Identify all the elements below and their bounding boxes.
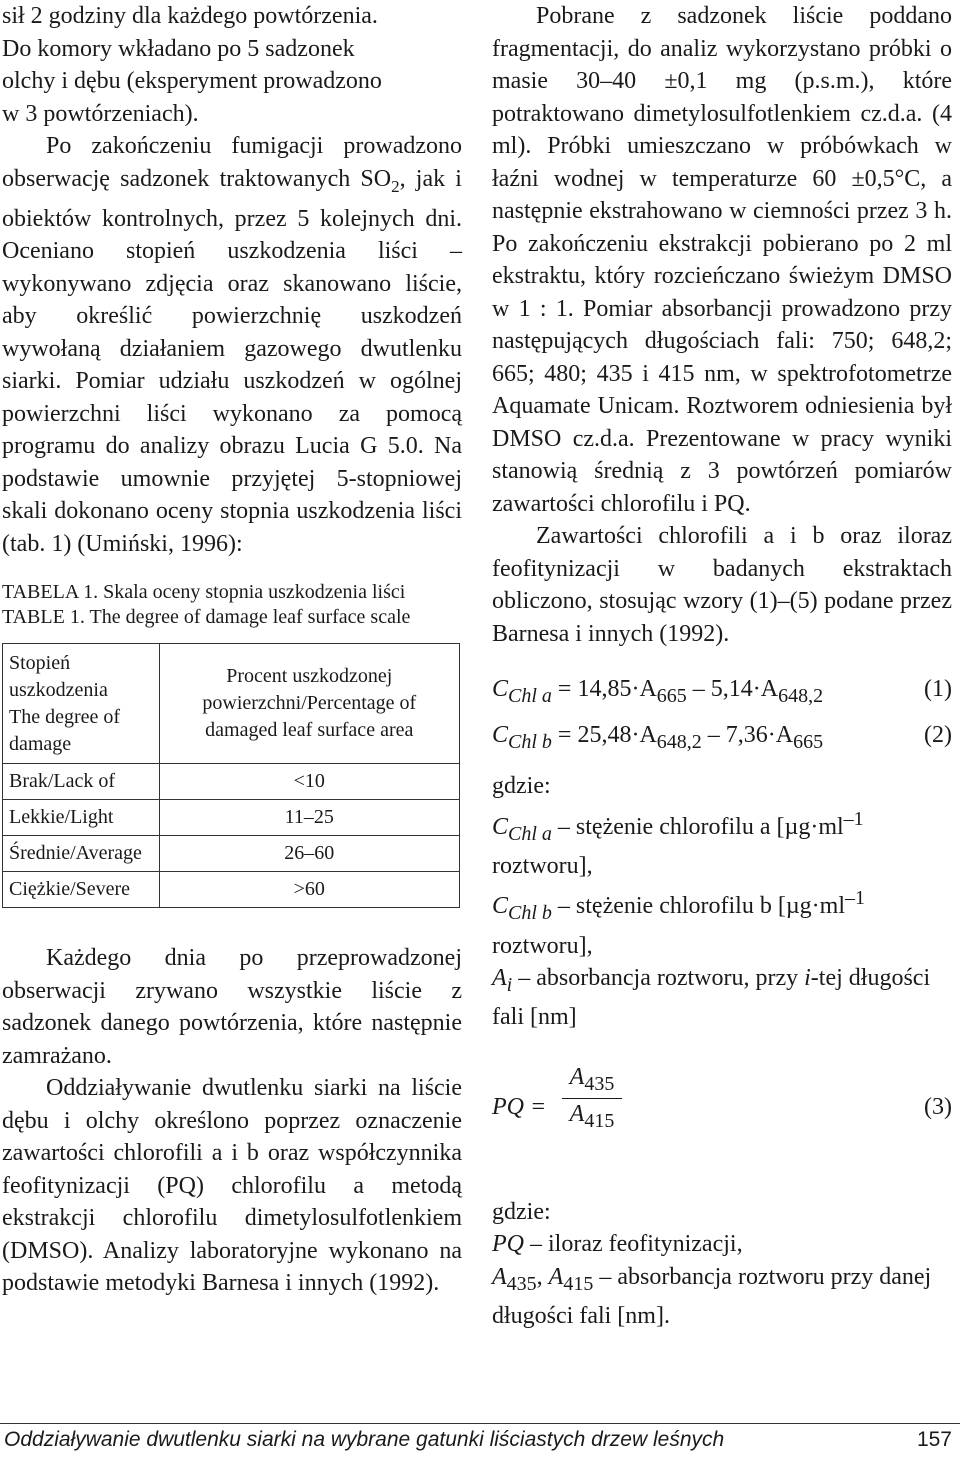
eq-subscript: 665 <box>656 684 687 707</box>
equation-number: (3) <box>924 1093 952 1120</box>
left-column <box>2 0 462 1300</box>
definitions-2: gdzie: PQ – iloraz feofitynizacji, $A_{435}$, $A_{415}$ – absorbancja roztworu przy danej długości fali [nm]. <box>492 1198 932 1330</box>
definition-text: roztworu], <box>492 932 593 959</box>
cell-degree: Lekkie/Light <box>3 800 160 836</box>
table-row <box>3 836 460 872</box>
cell-percent: 26–60 <box>159 836 459 872</box>
definition-text: -tej długości fali [nm] <box>492 965 931 1031</box>
eq-symbol: C <box>492 676 509 702</box>
eq-subscript: 665 <box>793 730 824 753</box>
running-footer <box>4 1428 952 1452</box>
paragraph-harvest: Każdego dnia po przeprowadzonej obserwacji zrywano wszystkie liście z sadzonek danego powtórzenia, które następnie zamrażano. <box>2 945 462 1069</box>
eq-term: = 25,48·A <box>557 722 657 748</box>
caption-pl: TABELA 1. Skala oceny stopnia uszkodzenia liści <box>2 581 406 604</box>
where-label: gdzie: <box>492 1198 551 1225</box>
definitions-1: gdzie: $C_{Chl a}$ – stężenie chlorofilu a [$\mu g\cdot ml^{-1}$ roztworu], $C_{Chl b}$ – stężenie chlorofilu b [$\mu g\cdot ml^{-1}$ roztworu], $A_i$ – absorbancja roztworu, przy i-tej długości fali [nm] <box>492 773 931 1031</box>
paragraph-sample-prep: Pobrane z sadzonek liście poddano fragmentacji, do analiz wykorzystano próbki o masie 30–40 ±0,1 mg (p.s.m.), które potraktowano dimetylosulfotlenkiem cz.d.a. (4 ml). Próbki umieszczano w próbówkach w łaźni wodnej w temperaturze 60 ±0,5°C, a następnie ekstrahowano w ciemności przez 3 h. Po zakończeniu ekstrakcji pobierano po 2 ml ekstraktu, który rozcieńczano świeżym DMSO w 1 : 1. Pomiar absorbancji prowadzono przy następujących długościach fali: 750; 648,2; 665; 480; 435 i 415 nm, w spektrofotometrze Aquamate Unicam. Roztworem odniesienia był DMSO cz.d.a. Prezentowane w pracy wyniki stanowią średnią z 3 powtórzeń pomiarów zawartości chlorofilu i PQ. <box>492 3 952 517</box>
header-percent: Procent uszkodzonej powierzchni/Percentage of damaged leaf surface area <box>159 644 459 764</box>
definition-text: – absorbancja roztworu, przy <box>518 965 799 992</box>
superscript: –1 <box>843 807 864 830</box>
eq-term: = 14,85·A <box>557 676 657 702</box>
paragraph-formulas-intro: Zawartości chlorofili a i b oraz iloraz feofitynizacji w badanych ekstraktach obliczono, stosując wzory (1)–(5) podane przez Barnesa i innych (1992). <box>492 523 952 647</box>
definition-text: – iloraz feofitynizacji, <box>530 1231 743 1258</box>
definition-text: – stężenie chlorofilu a [µg·ml <box>557 813 844 840</box>
eq-subscript: 415 <box>584 1109 615 1132</box>
cell-degree: Średnie/Average <box>3 836 160 872</box>
definition-text: – absorbancja roztworu przy danej długości fali [nm]. <box>492 1263 932 1330</box>
table-row <box>3 872 460 908</box>
text-line: Do komory wkładano po 5 sadzonek <box>2 35 355 62</box>
eq-symbol: A <box>569 1063 585 1090</box>
eq-symbol: PQ = <box>492 1093 547 1120</box>
equation-number: (2) <box>924 722 952 748</box>
definition-text: roztworu], <box>492 852 593 879</box>
header-text: The degree of damage <box>9 705 121 755</box>
paragraph-method: Oddziaływanie dwutlenku siarki na liście dębu i olchy określono poprzez oznaczenie zawartości chlorofili a i b oraz współczynnika feofitynizacji (PQ) chlorofilu a metodą ekstrakcji chlorofilu dimetylosulfotlenkiem (DMSO). Analizy laboratoryjne wykonano na podstawie metodyki Barnesa i innych (1992). <box>2 1075 462 1297</box>
eq-subscript: 648,2 <box>656 730 702 753</box>
text-line: sił 2 godziny dla każdego powtórzenia. <box>2 3 378 29</box>
cell-percent: >60 <box>159 872 459 908</box>
eq-subscript: Chl a <box>508 684 552 707</box>
eq-symbol: i <box>804 965 811 992</box>
eq-symbol: A <box>569 1100 585 1127</box>
paragraph-cont <box>2 0 462 130</box>
fraction <box>562 1064 622 1133</box>
definition-text: – stężenie chlorofilu b [µg·ml <box>557 893 845 920</box>
header-text: Stopień uszkodzenia <box>9 651 108 701</box>
cell-degree: Brak/Lack of <box>3 764 160 800</box>
eq-term: – 5,14·A <box>686 676 779 702</box>
table-row <box>3 800 460 836</box>
table-header-row <box>3 644 460 764</box>
text-line: w 3 powtórzeniach). <box>2 100 199 127</box>
footer-rule <box>0 1423 960 1424</box>
eq-subscript: 648,2 <box>778 684 824 707</box>
table-row <box>3 764 460 800</box>
table-caption <box>2 580 462 629</box>
eq-term: – 7,36·A <box>701 722 794 748</box>
cell-percent: 11–25 <box>159 800 459 836</box>
cell-degree: Ciężkie/Severe <box>3 872 160 908</box>
caption-en: TABLE 1. The degree of damage leaf surface scale <box>2 605 411 628</box>
subscript: 2 <box>391 176 400 196</box>
footer-title: Oddziaływanie dwutlenku siarki na wybrane gatunki liściastych drzew leśnych <box>4 1428 725 1451</box>
page-number: 157 <box>916 1428 952 1451</box>
damage-scale-table <box>2 643 460 908</box>
header-degree <box>3 644 160 764</box>
equation-number: (1) <box>924 676 952 702</box>
equation-1 <box>492 676 952 722</box>
cell-percent: <10 <box>159 764 459 800</box>
text-run: , jak i obiektów kontrolnych, przez 5 kolejnych dni. Oceniano stopień uszkodzenia liści – wykonywano zdjęcia oraz skanowano liście, aby określić powierzchnię uszkodzeń wywołaną działaniem gazowego dwutlenku siarki. Pomiar udziału uszkodzeń w ogólnej powierzchni liści wykonano za pomocą programu do analizy obrazu Lucia G 5.0. Na podstawie umownie przyjętej 5-stopniowej skali dokonano oceny stopnia uszkodzenia liści (tab. 1) (Umiński, 1996): <box>2 165 462 557</box>
text-run: Po zakończeniu fumigacji prowadzono obserwację sadzonek traktowanych SO <box>2 133 462 192</box>
where-label: gdzie: <box>492 773 551 799</box>
equation-3 <box>492 1064 952 1160</box>
equation-2 <box>492 722 952 768</box>
text-line: olchy i dębu (eksperyment prowadzono <box>2 68 382 94</box>
superscript: –1 <box>845 887 865 910</box>
eq-subscript: 435 <box>584 1072 615 1095</box>
eq-symbol: C <box>492 722 509 748</box>
eq-subscript: Chl b <box>508 730 552 753</box>
right-column <box>492 0 952 1333</box>
paragraph-fumigation <box>2 130 462 560</box>
